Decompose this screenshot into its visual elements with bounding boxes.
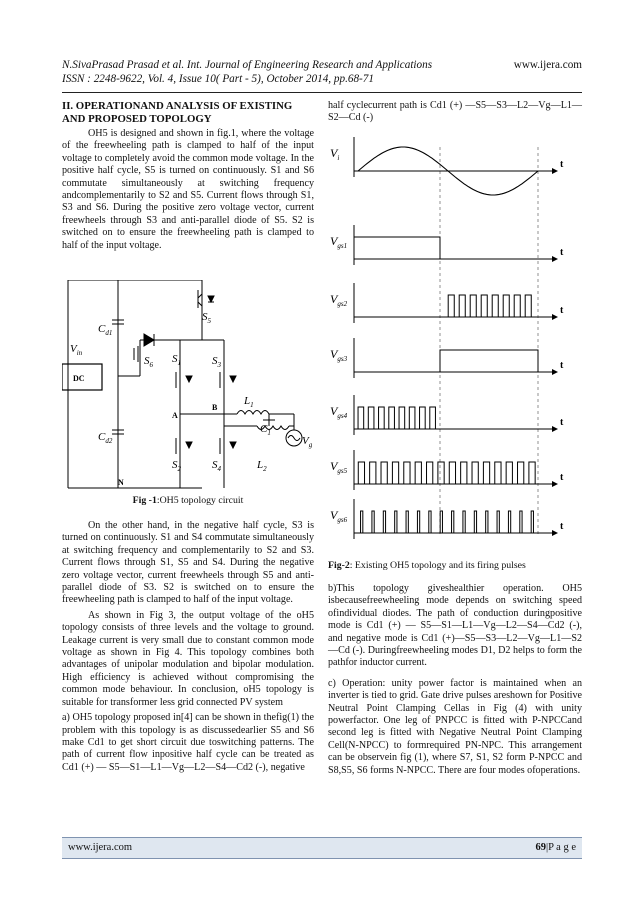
axis-arrow-5 (552, 481, 558, 487)
time-label-5: t (560, 472, 564, 483)
vgs6-pulse-6 (429, 511, 431, 533)
journal-citation: N.SivaPrasad Prasad et al. Int. Journal of Engineering Research and Applications (62, 59, 433, 71)
vgs2-pulse-7 (525, 295, 531, 317)
svg-text:Cd2: $C_{d2}$ (98, 431, 113, 445)
dc-source-label: DC (73, 374, 85, 383)
vgs4-pulse-0 (358, 407, 364, 429)
vgs5-pulse-4 (404, 462, 410, 484)
vgs5-pulse-1 (370, 462, 376, 484)
vgs5-pulse-5 (415, 462, 421, 484)
vgs2-pulse-4 (492, 295, 498, 317)
left-paragraph-3: As shown in Fig 3, the output voltage of the oH5 topology consists of three levels and the voltage to ground. Leakage current is very small due to constant common mode voltage as shown in Fig 4. This topology combines both advantages of unipolar modulation and bipolar modulation. High efficiency is achieved without compromising the common mode behaviour. In conclusion, oH5 topology is suitable for transformer less grid connected PV system (62, 609, 314, 708)
firing-pulses-figure (328, 127, 582, 545)
time-label-0: t (560, 159, 564, 170)
svg-text:S1: $S_1$ (172, 353, 181, 367)
cd1-label: C (98, 323, 106, 335)
section-heading: II. OPERATIONAND ANALYSIS OF EXISTING AND PROPOSED TOPOLOGY (62, 100, 293, 125)
vgs5-pulse-2 (381, 462, 387, 484)
vin-label: V (70, 343, 77, 355)
row-label-2: $V_{gs2}$ (330, 292, 348, 308)
vgs6-pulse-9 (463, 511, 465, 533)
svg-text:Vin: $V_{in}$ (70, 343, 83, 357)
svg-text:S5: $S_5$ (202, 311, 211, 325)
vg-label: V (302, 435, 309, 447)
header-rule (62, 92, 582, 93)
node-b-label: B (212, 403, 218, 412)
axis-arrow-6 (552, 530, 558, 536)
vgs5-pulse-7 (438, 462, 444, 484)
vgs1-pulse (354, 237, 440, 259)
left-paragraph-1: OH5 is designed and shown in fig.1, where the voltage of the freewheeling path is clamped to half of the input voltage to completely avoid the common mode voltage. In the positive half cycle, S5 is turned on continuously. S1 and S6 commutate simultaneously at switching frequency andcomplementarily to S2 and S5. Current flows through S1, S3 and S6. During the positive zero voltage vector, current freewheels through S3 and anti-parallel diode of S5. S2 is switched on to ensure the freewheeling path is clamped to half of the input voltage. (62, 128, 314, 251)
svg-text:C1: $C_1$ (260, 423, 271, 437)
svg-text:S3: $S_3$ (212, 355, 221, 369)
vgs4-pulse-5 (409, 407, 415, 429)
axis-arrow-3 (552, 369, 558, 375)
axis-arrow-1 (552, 256, 558, 262)
c1-label: C (260, 423, 268, 435)
vgs5-pulse-12 (495, 462, 501, 484)
time-label-2: t (560, 305, 564, 316)
left-column-lower (62, 520, 314, 777)
vgs2-pulse-5 (503, 295, 509, 317)
time-label-4: t (560, 417, 564, 428)
vgs5-pulse-9 (461, 462, 467, 484)
vgs4-pulse-7 (430, 407, 436, 429)
axis-arrow-2 (552, 314, 558, 320)
svg-text:Cd1: $C_{d1}$ (98, 323, 113, 337)
fig1-caption-label: Fig -1 (132, 495, 157, 506)
vgs2-pulse-0 (448, 295, 454, 317)
vgs5-pulse-0 (358, 462, 364, 484)
s1-label: S (172, 353, 178, 365)
row-label-6: $V_{gs6}$ (330, 508, 348, 524)
vgs6-pulse-0 (361, 511, 363, 533)
s4-label: S (212, 459, 218, 471)
vgs6-pulse-15 (531, 511, 533, 533)
vgs6-pulse-2 (383, 511, 385, 533)
row-label-0: $V_i$ (330, 146, 340, 162)
time-label-1: t (560, 247, 564, 258)
vgs6-pulse-12 (497, 511, 499, 533)
s2-label: S (172, 459, 178, 471)
vgs6-pulse-5 (417, 511, 419, 533)
svg-text:L1: $L_1$ (244, 395, 254, 409)
left-column (62, 100, 314, 255)
vgs2-pulse-3 (481, 295, 487, 317)
vgs6-pulse-8 (452, 511, 454, 533)
vgs6-pulse-13 (508, 511, 510, 533)
vgs6-pulse-14 (520, 511, 522, 533)
vgs5-pulse-6 (427, 462, 433, 484)
vgs6-pulse-10 (474, 511, 476, 533)
svg-text:L2: $L_2$ (257, 459, 267, 473)
row-label-5: $V_{gs5}$ (330, 459, 348, 475)
time-label-6: t (560, 521, 564, 532)
vgs3-pulse (440, 350, 538, 372)
vgs6-pulse-7 (440, 511, 442, 533)
fig1-caption (62, 495, 314, 506)
page-number: 69|P a g e (535, 842, 576, 853)
vgs4-pulse-3 (389, 407, 395, 429)
svg-text:S2: $S_2$ (172, 459, 181, 473)
vgs5-pulse-10 (472, 462, 478, 484)
vgs6-pulse-11 (486, 511, 488, 533)
s6-label: S (144, 355, 150, 367)
page-footer (62, 837, 582, 859)
s3-label: S (212, 355, 218, 367)
vgs6-pulse-1 (372, 511, 374, 533)
l1-label: L (244, 395, 251, 407)
vgs4-pulse-6 (420, 407, 426, 429)
header-url[interactable]: www.ijera.com (513, 59, 582, 71)
row-label-3: $V_{gs3}$ (330, 347, 348, 363)
vgs5-pulse-15 (529, 462, 535, 484)
vgs4-pulse-4 (399, 407, 405, 429)
l2-label: L (257, 459, 264, 471)
running-header (62, 58, 582, 86)
vgs4-pulse-2 (379, 407, 385, 429)
row-label-4: $V_{gs4}$ (330, 404, 348, 420)
vgs6-pulse-3 (395, 511, 397, 533)
row-label-1: $V_{gs1}$ (330, 234, 348, 250)
s5-label: S (202, 311, 208, 323)
fig2-caption-text: : Existing OH5 topology and its firing pulses (349, 560, 526, 571)
node-n-label: N (118, 478, 124, 487)
vgs5-pulse-14 (518, 462, 524, 484)
vgs6-pulse-4 (406, 511, 408, 533)
svg-text:S6: $S_6$ (144, 355, 153, 369)
fig1-caption-text: :OH5 topology circuit (156, 495, 244, 506)
svg-text:S4: $S_4$ (212, 459, 221, 473)
vgs5-pulse-13 (506, 462, 512, 484)
time-label-3: t (560, 360, 564, 371)
vgs5-pulse-11 (483, 462, 489, 484)
vgs5-pulse-8 (449, 462, 455, 484)
right-column-lower (328, 583, 582, 780)
svg-text:Vg: $V_g$ (302, 435, 313, 449)
left-paragraph-2: On the other hand, in the negative half cycle, S3 is turned on continuously. S1 and S4 commutate simultaneously at switching frequency and complementarily to S2 and S3. Current flows through S1, S5 and S4. During the negative zero voltage vector, current freewheels through S5 and anti-parallel diode of S3. S2 is switched on to ensure the freewheeling path is clamped to half of the input voltage. (62, 520, 314, 606)
right-paragraph-0: half cyclecurrent path is Cd1 (+) —S5—S3—L2—Vg—L1—S2—Cd (-) (328, 100, 582, 124)
vgs4-pulse-1 (368, 407, 374, 429)
vgs2-pulse-6 (514, 295, 520, 317)
vgs2-pulse-2 (470, 295, 476, 317)
cd2-label: C (98, 431, 106, 443)
vgs5-pulse-3 (392, 462, 398, 484)
right-column (328, 100, 582, 128)
issn-line: ISSN : 2248-9622, Vol. 4, Issue 10( Part - 5), October 2014, pp.68-71 (62, 73, 374, 85)
right-paragraph-2: c) Operation: unity power factor is maintained when an inverter is tied to grid. Gate drive pulses areshown for Positive Neutral Point Clamping Cellas in Fig (4) with unity powerfactor. One leg of PNPCC is fitted with P-NPCCand second leg is fitted with Negative Neutral Point Clamping Cell(N-NPCC) to formrequired PN-NPC. This arrangement can be observein fig (1), where S7, S1, S2 form P-NPCC and S8,S5, S6 forms N-NPCC. There are four modes ofoperations. (328, 677, 582, 776)
footer-url[interactable]: www.ijera.com (68, 842, 133, 853)
axis-arrow-0 (552, 168, 558, 174)
vgs2-pulse-1 (459, 295, 465, 317)
axis-arrow-4 (552, 426, 558, 432)
node-a-label: A (172, 411, 178, 420)
right-paragraph-1: b)This topology giveshealthier operation. OH5 isbecausefreewheeling mode depends on switching speed ofindividual diodes. The path of conduction duringpositive mode is Cd1 (+) — S5—S1—L1—Vg—L2—S4—Cd2 (-), and negative mode is Cd1 (+)—S5—S3—L2—Vg—L1—S2—Cd (-). Duringfreewheeling modes D1, D2 helps to form the pathfor inductor current. (328, 583, 582, 669)
fig2-caption-label: Fig-2 (328, 560, 350, 571)
fig2-caption (328, 560, 582, 571)
left-paragraph-4: a) OH5 topology proposed in[4] can be shown in thefig(1) the problem with this topology is as discussedearlier S5 and S6 make Cd1 to get short circuit due toswitching patterns. The path of current flow inpositive half cycle can be treated as Cd1 (+) — S5—S1—L1—Vg—L2—S4—Cd2 (-), negative (62, 712, 314, 773)
oh5-circuit-figure (62, 280, 314, 490)
